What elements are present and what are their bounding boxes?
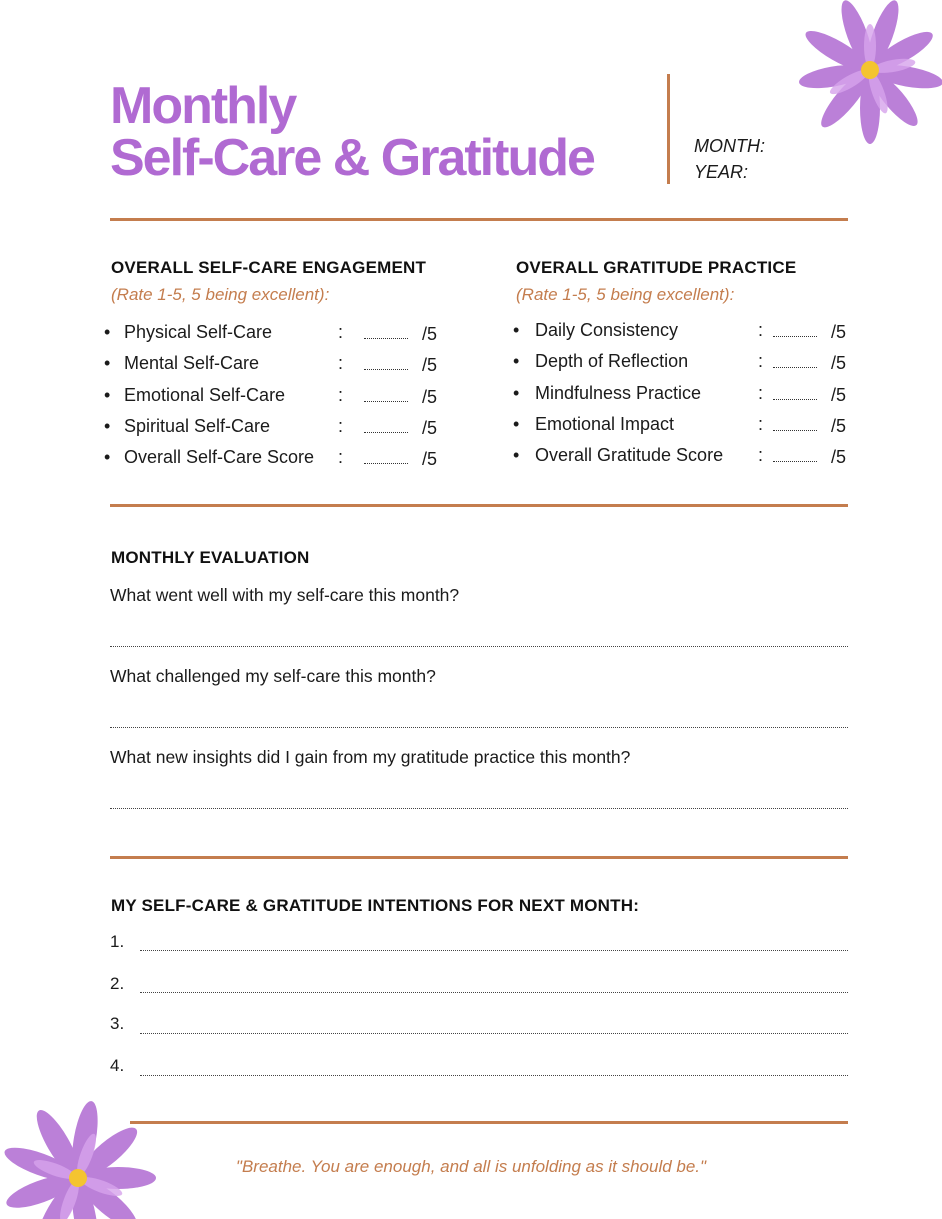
rating-input-line[interactable] (773, 367, 817, 368)
month-label[interactable]: MONTH: (694, 136, 765, 156)
evaluation-answer-line-1[interactable] (110, 646, 848, 647)
flower-bottom-left-icon (0, 1090, 180, 1219)
header-divider (667, 74, 670, 184)
selfcare-rating-item: • Mental Self-Care : /5 (104, 353, 438, 376)
evaluation-question-2: What challenged my self-care this month? (110, 666, 436, 686)
selfcare-rating-item: • Overall Self-Care Score : /5 (104, 447, 438, 470)
selfcare-rating-item: • Emotional Self-Care : /5 (104, 384, 438, 407)
intentions-section-title: MY SELF-CARE & GRATITUDE INTENTIONS FOR NEXT MONTH: (111, 896, 640, 915)
title-line-2: Self-Care & Gratitude (110, 129, 594, 187)
rating-input-line[interactable] (364, 463, 408, 464)
rating-input-line[interactable] (364, 432, 408, 433)
gratitude-section-title: OVERALL GRATITUDE PRACTICE (516, 258, 797, 277)
evaluation-answer-line-3[interactable] (110, 808, 848, 809)
intention-line-1[interactable] (140, 950, 848, 951)
flower-top-right-icon (780, 0, 942, 150)
intention-line-2[interactable] (140, 992, 848, 993)
intention-number-2: 2. (110, 974, 125, 993)
evaluation-question-1: What went well with my self-care this month? (110, 585, 460, 605)
rating-input-line[interactable] (364, 401, 408, 402)
rating-input-line[interactable] (364, 338, 408, 339)
selfcare-rating-item: • Physical Self-Care : /5 (104, 322, 438, 344)
divider-4 (130, 1121, 848, 1124)
evaluation-section-title: MONTHLY EVALUATION (111, 548, 310, 567)
evaluation-question-3: What new insights did I gain from my gratitude practice this month? (110, 747, 631, 767)
divider-3 (110, 856, 848, 859)
intention-number-4: 4. (110, 1056, 125, 1075)
page-title (110, 77, 594, 187)
rating-input-line[interactable] (773, 399, 817, 400)
intention-number-1: 1. (110, 932, 125, 951)
selfcare-subtitle: (Rate 1-5, 5 being excellent): (111, 285, 330, 304)
selfcare-rating-item: • Spiritual Self-Care : /5 (104, 415, 438, 438)
selfcare-section-title: OVERALL SELF-CARE ENGAGEMENT (111, 258, 427, 277)
rating-input-line[interactable] (773, 336, 817, 337)
gratitude-rating-item: • Overall Gratitude Score : /5 (513, 445, 847, 468)
gratitude-rating-item: • Mindfulness Practice : /5 (513, 382, 847, 405)
rating-input-line[interactable] (773, 461, 817, 462)
divider-2 (110, 504, 848, 507)
footer-quote: "Breathe. You are enough, and all is unfolding as it should be." (235, 1157, 707, 1176)
gratitude-subtitle: (Rate 1-5, 5 being excellent): (516, 285, 735, 304)
rating-input-line[interactable] (773, 430, 817, 431)
divider-1 (110, 218, 848, 221)
intention-line-3[interactable] (140, 1033, 848, 1034)
selfcare-rating-list (104, 322, 449, 478)
evaluation-answer-line-2[interactable] (110, 727, 848, 728)
gratitude-rating-item: • Depth of Reflection : /5 (513, 351, 847, 374)
title-line-1: Monthly (110, 77, 296, 135)
intention-number-3: 3. (110, 1014, 125, 1033)
year-label[interactable]: YEAR: (694, 162, 749, 182)
gratitude-rating-item: • Daily Consistency : /5 (513, 320, 847, 342)
gratitude-rating-list (513, 320, 853, 476)
gratitude-rating-item: • Emotional Impact : /5 (513, 413, 847, 436)
intention-line-4[interactable] (140, 1075, 848, 1076)
rating-input-line[interactable] (364, 369, 408, 370)
